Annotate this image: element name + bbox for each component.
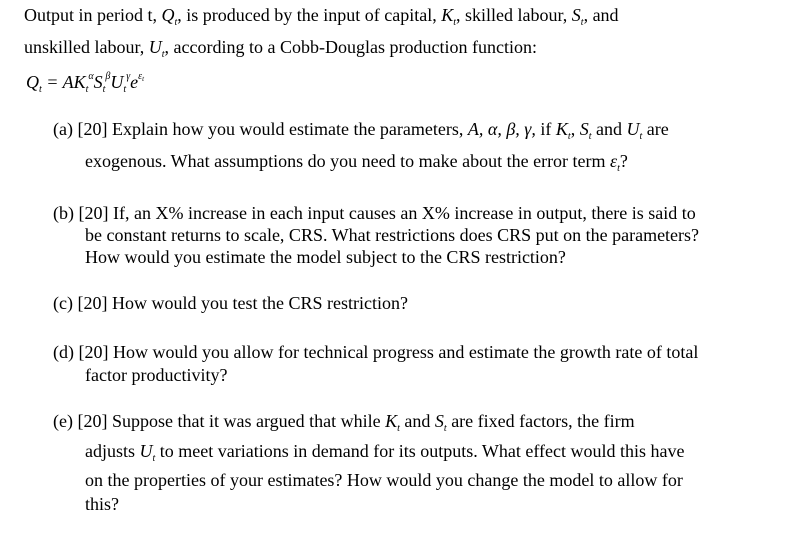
question-b-text: be constant returns to scale, CRS. What restrictions does CRS put on the parameters? <box>85 225 700 245</box>
question-c-line-1 <box>53 292 408 314</box>
question-e-text: on the properties of your estimates? How would you change the model to allow for <box>85 470 683 490</box>
question-mark: ? <box>619 151 628 171</box>
question-e-marks: [20] <box>77 411 108 431</box>
sub-t: t <box>142 75 145 83</box>
sub-t: t <box>453 17 457 28</box>
question-e-text: adjusts <box>85 441 136 461</box>
sub-t: t <box>588 131 592 142</box>
sub-t: t <box>174 17 178 28</box>
question-b-text: If, an X% increase in each input causes an X% increase in output, there is said to <box>113 203 696 223</box>
intro-text: , skilled labour, <box>456 5 572 25</box>
question-c-text: How would you test the CRS restriction? <box>111 293 408 313</box>
var-q: Q <box>161 5 175 25</box>
var-s: S <box>571 5 581 25</box>
var-u: U <box>110 72 124 92</box>
question-a-text: and <box>595 119 622 139</box>
sub-t: t <box>123 84 127 95</box>
sub-t: t <box>152 453 156 464</box>
eq-rhs-ak: = AK <box>41 72 86 92</box>
var-u: U <box>626 119 640 139</box>
question-a-label: (a) <box>53 119 73 139</box>
question-d-label: (d) <box>53 342 74 362</box>
var-q: Q <box>26 72 39 92</box>
question-e-line-2 <box>85 440 685 470</box>
var-k: K <box>441 5 454 25</box>
intro-text: unskilled labour, <box>24 37 149 57</box>
question-c-marks: [20] <box>77 293 108 313</box>
production-function-equation <box>26 66 144 101</box>
question-a-text: exogenous. What assumptions do you need to make about the error term <box>85 151 606 171</box>
question-e-text: and <box>404 411 431 431</box>
sub-t: t <box>567 131 571 142</box>
question-b-text: How would you estimate the model subject to the CRS restriction? <box>85 247 566 267</box>
question-d-text: factor productivity? <box>85 365 228 385</box>
param-list: A, α, β, γ, <box>467 119 536 139</box>
question-b-marks: [20] <box>78 203 109 223</box>
question-e-label: (e) <box>53 411 73 431</box>
sub-t: t <box>617 163 620 174</box>
question-a-text: Explain how you would estimate the parameters, <box>111 119 464 139</box>
question-a-text: if <box>540 119 552 139</box>
question-a-marks: [20] <box>77 119 108 139</box>
question-e-text: Suppose that it was argued that while <box>111 411 381 431</box>
question-b-line-1 <box>53 202 696 224</box>
question-d-line-2 <box>85 364 227 386</box>
sub-t: t <box>443 423 447 434</box>
intro-text: , and <box>583 5 619 25</box>
var-s: S <box>93 72 103 92</box>
sub-t: t <box>397 423 400 434</box>
sub-t: t <box>102 84 106 95</box>
var-s: S <box>579 119 589 139</box>
question-a-line-1: (a) [20] Explain how you would estimate the parameters, A, α, β, γ, if $K_t$, $S_t$ and $U_t$ are <box>53 119 669 142</box>
sub-t: t <box>39 84 42 95</box>
question-e-line-1 <box>53 410 635 440</box>
question-a-line-2 <box>85 150 628 180</box>
question-e-text: this? <box>85 494 119 514</box>
sub-t: t <box>161 49 165 60</box>
question-d-line-1 <box>53 341 698 363</box>
intro-line-2 <box>24 36 537 66</box>
question-d-marks: [20] <box>78 342 109 362</box>
var-epsilon: ε <box>610 151 618 171</box>
sub-t: t <box>580 17 584 28</box>
question-e-text: to meet variations in demand for its outputs. What effect would this have <box>159 441 685 461</box>
question-b-label: (b) <box>53 203 74 223</box>
intro-line-1 <box>24 4 619 34</box>
intro-text: Output in period t, <box>24 5 162 25</box>
question-b-line-2 <box>85 224 699 246</box>
question-e-line-3 <box>85 469 683 491</box>
sub-t: t <box>85 84 89 95</box>
question-e-text: are fixed factors, the firm <box>451 411 635 431</box>
question-c-label: (c) <box>53 293 73 313</box>
question-d-text: How would you allow for technical progress and estimate the growth rate of total <box>113 342 699 362</box>
epsilon-symbol: ε <box>138 71 143 82</box>
var-k: K <box>555 119 568 139</box>
question-e-line-4 <box>85 493 119 515</box>
exp-gamma: γ <box>126 71 131 82</box>
var-s: S <box>434 411 444 431</box>
intro-text: , is produced by the input of capital, <box>177 5 442 25</box>
var-u: U <box>148 37 162 57</box>
question-a-text: are <box>646 119 669 139</box>
exp-epsilon <box>138 71 144 82</box>
question-b-line-3 <box>85 246 566 268</box>
intro-text: , according to a Cobb-Douglas production function: <box>164 37 537 57</box>
exp-beta: β <box>105 71 111 82</box>
sub-t: t <box>639 131 643 142</box>
var-k: K <box>385 411 398 431</box>
exp-alpha: α <box>88 71 94 82</box>
var-u: U <box>139 441 153 461</box>
var-e: e <box>130 72 139 92</box>
